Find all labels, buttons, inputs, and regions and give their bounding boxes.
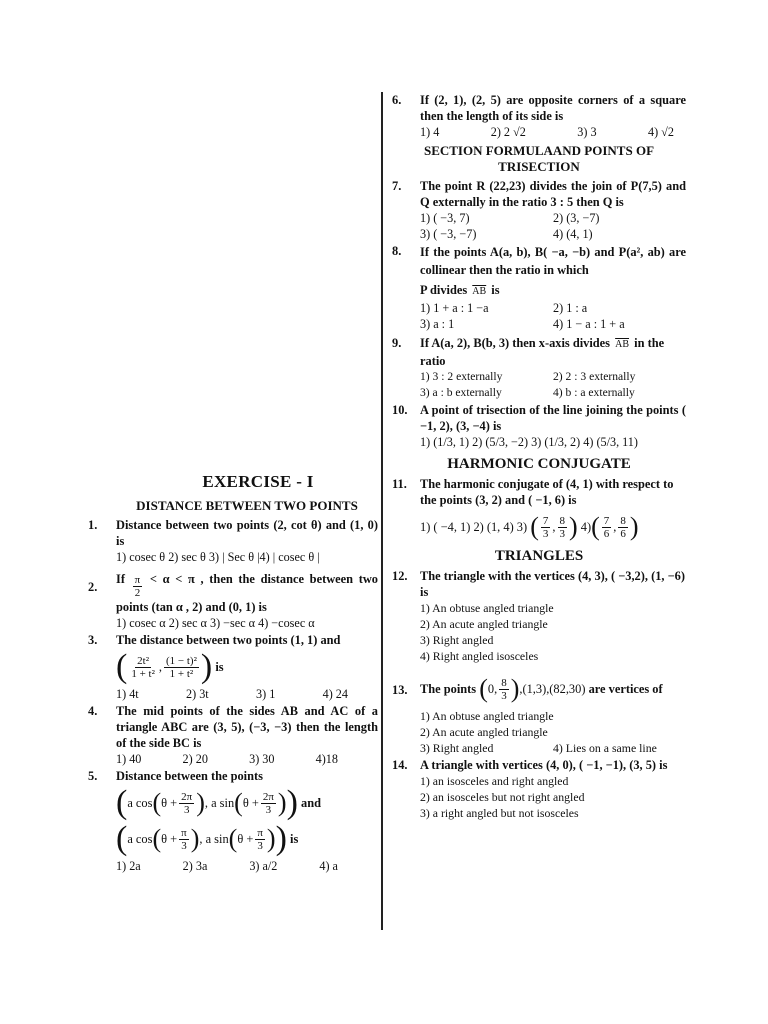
- question-12: [392, 568, 686, 664]
- question-2: [88, 571, 378, 631]
- question-stem: [420, 676, 686, 702]
- options: [420, 124, 686, 140]
- question-stem: The distance between two points (1, 1) and: [116, 633, 341, 647]
- question-number: 8.: [392, 244, 402, 258]
- expr-text: θ +: [161, 796, 178, 810]
- denominator: 3: [265, 803, 272, 816]
- question-number: 13.: [392, 683, 408, 697]
- option: 3) a right angled but not isosceles: [420, 806, 579, 820]
- segment-ab: $\overline{AB}$: [615, 339, 630, 350]
- option: 2) An acute angled triangle: [420, 617, 548, 631]
- options: [420, 600, 686, 664]
- expr-text: θ +: [237, 832, 254, 846]
- fraction: [133, 574, 143, 599]
- option: 2) 3a: [182, 859, 208, 873]
- option: 3) 1: [256, 687, 276, 701]
- question-stem: A triangle with vertices (4, 0), ( −1, −1), (3, 5) is: [420, 758, 668, 772]
- question-number: 1.: [88, 518, 98, 532]
- stem-text: < α < π , then the distance between two points (tan α , 2) and (0, 1) is: [116, 572, 378, 614]
- section-heading-section-formula: SECTION FORMULAAND POINTS OF TRISECTION: [423, 143, 655, 174]
- options: [116, 549, 378, 565]
- option: 4) Lies on a same line: [553, 741, 657, 755]
- option: 4) 1 − a : 1 + a: [553, 317, 625, 331]
- question-10: [392, 402, 686, 450]
- expr-text: a cos: [127, 832, 153, 846]
- option: 4) b : a externally: [553, 386, 635, 399]
- question-number: 11.: [392, 477, 407, 491]
- question-number: 14.: [392, 758, 408, 772]
- denominator: 6: [603, 527, 610, 540]
- expr-text: , a sin: [204, 796, 235, 810]
- question-number: 5.: [88, 769, 98, 783]
- option: 4) 24: [322, 687, 348, 701]
- expr-text: θ +: [242, 796, 259, 810]
- option: 2) 2 √2: [490, 125, 526, 139]
- question-4: [88, 703, 378, 767]
- question-13: [392, 674, 686, 756]
- section-heading-harmonic: HARMONIC CONJUGATE: [447, 456, 631, 472]
- option: 4)18: [315, 752, 338, 766]
- denominator: 1 + t²: [169, 667, 194, 680]
- denominator: 6: [620, 527, 626, 540]
- expr-text: a cos: [127, 796, 153, 810]
- question-8: [392, 243, 686, 332]
- expr-text: , a sin: [199, 832, 229, 846]
- option-3-math: ( $\frac{7}{3}$ , $\frac{8}{3}$ ): [530, 512, 578, 541]
- option: 2) 2 : 3 externally: [553, 370, 636, 383]
- question-1: [88, 517, 378, 565]
- numerator: π: [257, 826, 263, 839]
- option: 1) ( −3, 7): [420, 211, 470, 225]
- options: [116, 858, 378, 874]
- stem-text: are vertices of: [588, 682, 663, 696]
- option: 3) Right angled: [420, 741, 494, 755]
- section-heading-distance: DISTANCE BETWEEN TWO POINTS: [136, 498, 358, 513]
- option: 3) 30: [249, 752, 275, 766]
- option: 2) (3, −7): [553, 211, 600, 225]
- option: 1) 4: [420, 125, 440, 139]
- denominator: 3: [181, 839, 187, 852]
- question-stem: Distance between the points: [116, 769, 263, 783]
- question-stem: [420, 335, 686, 369]
- column-divider: [381, 92, 383, 930]
- options: [420, 740, 686, 756]
- options: [420, 300, 686, 332]
- coord: 0,: [487, 682, 498, 696]
- question-6: [392, 92, 686, 140]
- point-expression-1: ( a cos ( θ + $\frac{2\pi}{3}$ ) , a sin ( θ + $\frac{2\pi}{3}$ ) ) and: [116, 784, 322, 821]
- option: 3) Right angled: [420, 633, 494, 647]
- options: [116, 615, 378, 631]
- question-number: 2.: [88, 580, 98, 594]
- numerator: 8: [620, 514, 626, 527]
- question-3: [88, 632, 378, 702]
- option: 1) ( −4, 1) 2) (1, 4) 3): [420, 520, 528, 534]
- stem-text: and: [301, 796, 322, 810]
- question-number: 3.: [88, 633, 98, 647]
- numerator: 7: [603, 514, 610, 527]
- option: 1) an isosceles and right angled: [420, 774, 569, 788]
- option: 2) 3t: [186, 687, 209, 701]
- option: 1) 1 + a : 1 −a: [420, 301, 489, 315]
- stem-text: is: [290, 832, 299, 846]
- option: 1) 3 : 2 externally: [420, 370, 503, 383]
- option: 3) ( −3, −7): [420, 227, 477, 241]
- stem-text: If: [116, 572, 125, 586]
- option: 3) a/2: [249, 859, 278, 873]
- numerator: 2π: [181, 790, 193, 803]
- numerator: 8: [559, 514, 566, 527]
- options: [420, 708, 686, 740]
- point-expression-2: ( a cos ( θ + $\frac{\pi}{3}$ ) , a sin ( θ + $\frac{\pi}{3}$ ) ) is: [116, 820, 299, 857]
- option: 3) 3: [577, 125, 597, 139]
- question-stem: Distance between two points (2, cot θ) and (1, 0) is: [116, 518, 378, 548]
- denominator: 3: [559, 527, 566, 540]
- options: [420, 369, 686, 401]
- stem-text: If A(a, 2), B(b, 3) then x-axis divides: [420, 336, 611, 350]
- option: 4) a: [319, 859, 338, 873]
- options: [420, 434, 686, 450]
- right-column: [392, 92, 686, 822]
- stem-text: is: [215, 660, 224, 674]
- section-heading-triangles: TRIANGLES: [494, 548, 584, 564]
- question-number: 6.: [392, 93, 402, 107]
- question-stem: The triangle with the vertices (4, 3), ( −3,2), (1, −6) is: [420, 569, 685, 599]
- option: 1) An obtuse angled triangle: [420, 601, 554, 615]
- option: 1) 40: [116, 752, 142, 766]
- numerator: 8: [501, 676, 507, 689]
- question-stem: A point of trisection of the line joining the points ( −1, 2), (3, −4) is: [420, 403, 686, 433]
- exercise-title: EXERCISE - I: [202, 472, 314, 491]
- question-14: [392, 757, 686, 821]
- options: [420, 210, 686, 242]
- option: 1) (1/3, 1) 2) (5/3, −2) 3) (1/3, 2) 4) (5/3, 11): [420, 435, 638, 449]
- question-stem: If (2, 1), (2, 5) are opposite corners of a square then the length of its side is: [420, 93, 686, 123]
- stem-text: The points: [420, 682, 477, 696]
- coords: ,(1,3),(82,30): [519, 682, 586, 696]
- numerator: 2t²: [137, 654, 150, 667]
- option: 4) √2: [647, 125, 674, 139]
- stem-text: in the ratio: [420, 336, 665, 368]
- option: 4) Right angled isosceles: [420, 649, 539, 663]
- denominator: 3: [501, 689, 507, 702]
- denominator: 3: [542, 527, 549, 540]
- question-5: [88, 768, 378, 874]
- question-9: [392, 335, 686, 401]
- question-number: 10.: [392, 403, 408, 417]
- option: 1) An obtuse angled triangle: [420, 709, 554, 723]
- options: [116, 751, 378, 767]
- option: 1) cosec θ 2) sec θ 3) | Sec θ |4) | cosec θ |: [116, 550, 320, 564]
- stem-text: is: [491, 283, 500, 297]
- option: 2) 20: [182, 752, 208, 766]
- expr-text: θ +: [161, 832, 178, 846]
- question-11: [392, 476, 686, 542]
- numerator: π: [181, 826, 187, 839]
- option: 3) a : b externally: [420, 386, 502, 399]
- numerator: 7: [542, 514, 549, 527]
- option: 1) 2a: [116, 859, 141, 873]
- denominator: 3: [257, 839, 263, 852]
- denominator: 3: [183, 803, 190, 816]
- option-4-math: ( $\frac{7}{6}$ , $\frac{8}{6}$ ): [591, 512, 639, 541]
- question-number: 7.: [392, 179, 402, 193]
- option: 2) An acute angled triangle: [420, 725, 548, 739]
- question-stem: The point R (22,23) divides the join of P(7,5) and Q externally in the ratio 3 : 5 then Q is: [420, 179, 686, 209]
- options: [116, 686, 378, 702]
- question-stem: [116, 571, 378, 615]
- question-7: [392, 178, 686, 242]
- denominator: 2: [134, 587, 141, 599]
- numerator: 2π: [262, 790, 274, 803]
- stem-text: P divides: [420, 283, 468, 297]
- options: [420, 773, 686, 821]
- question-stem: If the points A(a, b), B( −a, −b) and P(a², ab) are collinear then the ratio in which: [420, 245, 686, 277]
- numerator: π: [134, 574, 141, 586]
- denominator: 1 + t²: [131, 667, 155, 680]
- segment-ab: $\overline{AB}$: [472, 286, 487, 297]
- left-column: [88, 472, 378, 875]
- options: [420, 514, 686, 540]
- question-stem-line2: [420, 282, 686, 300]
- option: 2) an isosceles but not right angled: [420, 790, 585, 804]
- option: 2) 1 : a: [553, 301, 588, 315]
- numerator: (1 − t)²: [166, 654, 197, 667]
- point-expression: ( $\frac{\text{2t²}}{\text{1 + t²}}$ , $\frac{\text{(1 − t)²}}{\text{1 + t²}}$ ) is: [116, 648, 224, 685]
- question-number: 9.: [392, 336, 402, 350]
- question-number: 12.: [392, 569, 408, 583]
- option: 1) cosec α 2) sec α 3) −sec α 4) −cosec α: [116, 616, 315, 630]
- option: 1) 4t: [116, 687, 139, 701]
- question-stem: The mid points of the sides AB and AC of a triangle ABC are (3, 5), (−3, −3) then the length of the side BC is: [116, 704, 378, 750]
- option: 3) a : 1: [420, 317, 455, 331]
- point-math: ( 0, $\frac{8}{3}$ ) ,(1,3),(82,30): [479, 674, 586, 703]
- option: 4): [580, 520, 592, 534]
- option: 4) (4, 1): [553, 227, 593, 241]
- question-stem: The harmonic conjugate of (4, 1) with respect to the points (3, 2) and ( −1, 6) is: [420, 477, 674, 507]
- question-number: 4.: [88, 704, 98, 718]
